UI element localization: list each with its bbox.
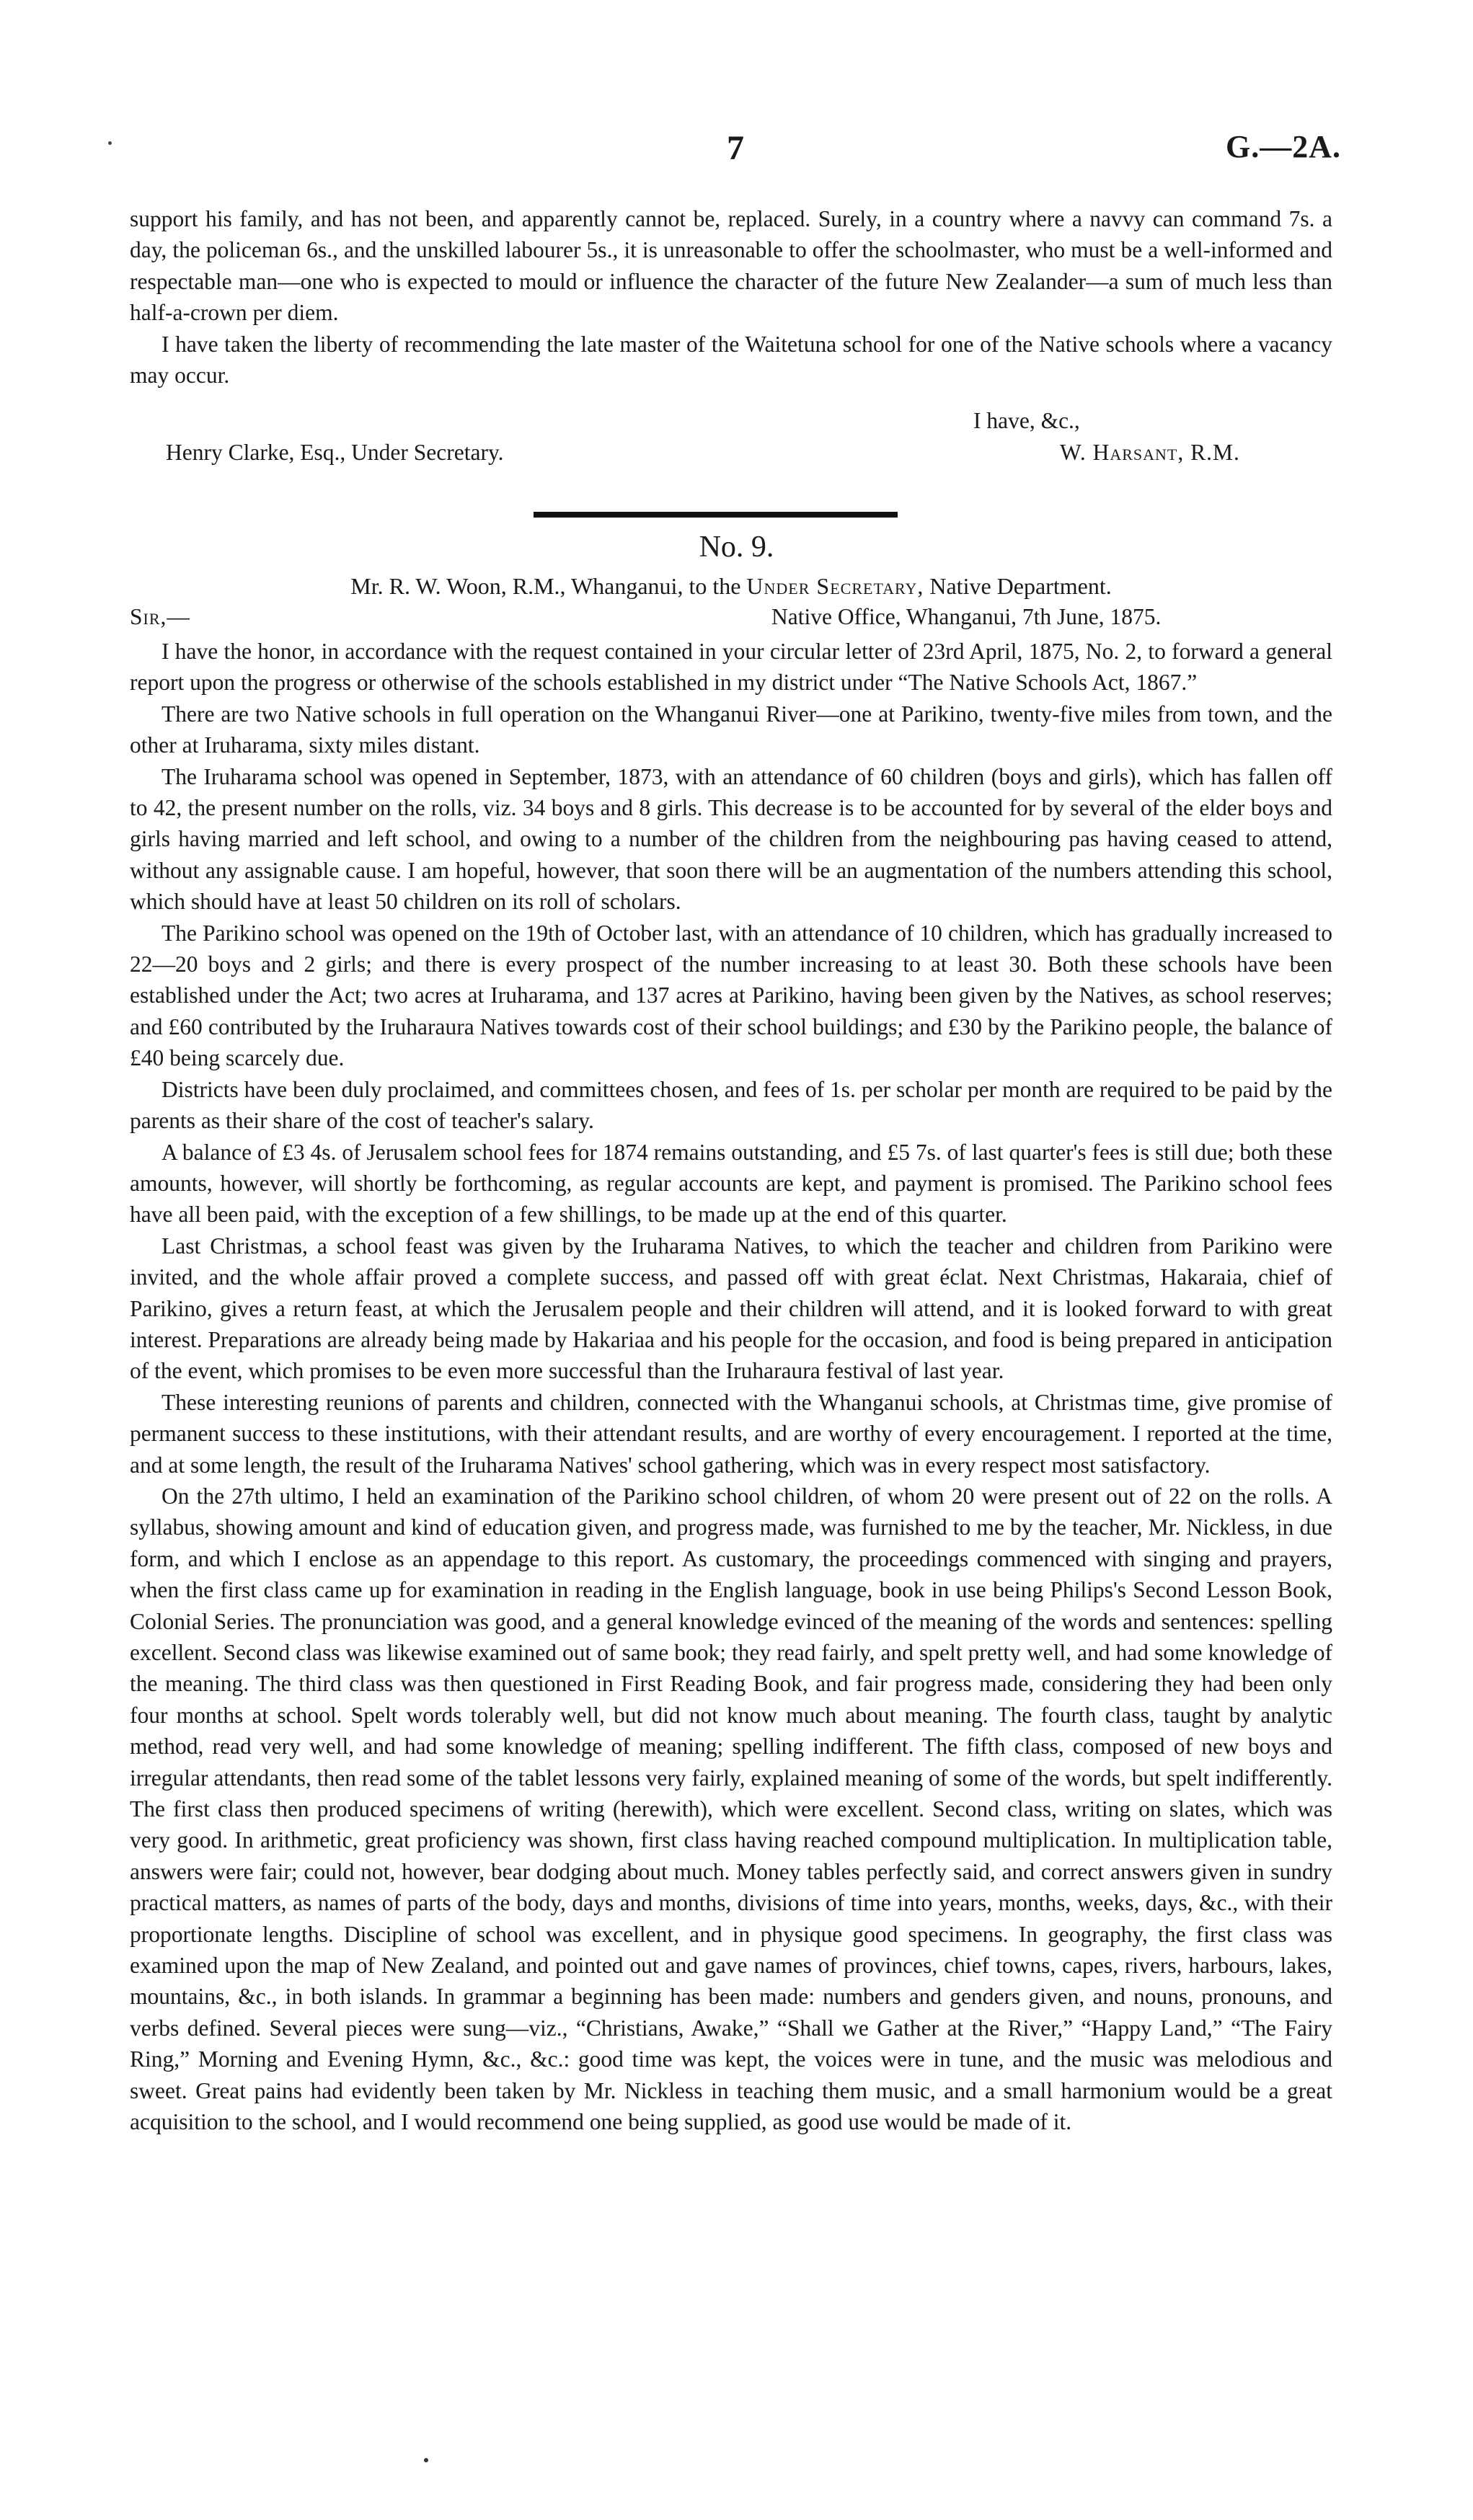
letter-heading — [130, 573, 1332, 600]
closing-line — [130, 408, 1332, 440]
page-number: 7 — [727, 129, 744, 167]
body-paragraph: A balance of £3 4s. of Jerusalem school fees for 1874 remains outstanding, and £5 7s. of last quarter's fees is still due; both these amounts, however, will shortly be forthcoming, as regular accounts are kept, and payment is promised. The Parikino school fees have all been paid, with the exception of a few shillings, to be made up at the end of this quarter. — [130, 1139, 1332, 1228]
salutation-row — [130, 604, 1332, 636]
heading-sender: Mr. R. W. Woon, R.M., Whanganui, to the — [350, 573, 741, 599]
continuation-text — [130, 203, 1332, 391]
heading-recipient: Under Secretary, — [746, 573, 924, 599]
signatory: W. Harsant, R.M. — [1060, 440, 1240, 465]
recommendation-paragraph: I have taken the liberty of recommending the late master of the Waitetuna school for one of the Native schools where a vacancy may occur. — [130, 331, 1332, 389]
dateline: Native Office, Whanganui, 7th June, 1875. — [771, 604, 1162, 629]
addressee: Henry Clarke, Esq., Under Secretary. — [166, 440, 504, 465]
salutation: Sir,— — [130, 604, 190, 629]
body-paragraph: The Parikino school was opened on the 19th of October last, with an attendance of 10 children, which has gradually increased to 22—20 boys and 2 girls; and there is every prospect of the number increasing to at least 30. Both these schools have been established under the Act; two acres at Iruharama, and 137 acres at Parikino, having been given by the Natives, as school reserves; and £60 contributed by the Iruharaura Natives towards cost of their school buildings; and £30 by the Parikino people, the balance of £40 being scarcely due. — [130, 920, 1332, 1071]
heading-department: Native Department. — [929, 573, 1112, 599]
body-paragraph: Districts have been duly proclaimed, and committees chosen, and fees of 1s. per scholar per month are required to be paid by the parents as their share of the cost of teacher's salary. — [130, 1076, 1332, 1134]
print-speck — [424, 2458, 428, 2462]
closing-text: I have, &c., — [973, 408, 1080, 433]
page-header — [130, 128, 1341, 172]
print-speck — [108, 141, 112, 145]
body-paragraph: There are two Native schools in full operation on the Whanganui River—one at Parikino, twenty-five miles from town, and the other at Iruharama, sixty miles distant. — [130, 701, 1332, 758]
body-paragraph: These interesting reunions of parents and children, connected with the Whanganui schools, at Christmas time, give promise of permanent success to these institutions, with their attendant results, and are worthy of every encouragement. I reported at the time, and at some length, the result of the Iruharama Natives' school gathering, which was in every respect most satisfactory. — [130, 1389, 1332, 1478]
signature-line — [130, 440, 1332, 471]
body-paragraph: I have the honor, in accordance with the request contained in your circular letter of 23rd April, 1875, No. 2, to forward a general report upon the progress or otherwise of the schools established in my district under “The Native Schools Act, 1867.” — [130, 639, 1332, 696]
body-paragraph: The Iruharama school was opened in September, 1873, with an attendance of 60 children (boys and girls), which has fallen off to 42, the present number on the rolls, viz. 34 boys and 8 girls. This decrease is to be accounted for by several of the elder boys and girls having married and left school, and owing to a number of the children from the neighbouring pas having ceased to attend, without any assignable cause. I am hopeful, however, that soon there will be an augmentation of the numbers attending this school, which should have at least 50 children on its roll of scholars. — [130, 763, 1332, 915]
section-divider — [534, 512, 898, 518]
letter-body — [130, 636, 1332, 2138]
body-paragraph: Last Christmas, a school feast was given by the Iruharama Natives, to which the teacher and children from Parikino were invited, and the whole affair proved a complete success, and passed off with great éclat. Next Christmas, Hakaraia, chief of Parikino, gives a return feast, at which the Jerusalem people and their children will attend, and it is looked forward to with great interest. Preparations are already being made by Hakariaa and his people for the occasion, and food is being prepared in anticipation of the event, which promises to be even more successful than the Iruharaura festival of last year. — [130, 1233, 1332, 1384]
continuation-paragraph: support his family, and has not been, and apparently cannot be, replaced. Surely, in a country where a navvy can command 7s. a day, the policeman 6s., and the unskilled labourer 5s., it is unreasonable to offer the schoolmaster, who must be a well-informed and respectable man—one who is expected to mould or influence the character of the future New Zealander—a sum of much less than half-a-crown per diem. — [130, 206, 1332, 326]
body-paragraph: On the 27th ultimo, I held an examination of the Parikino school children, of whom 20 were present out of 22 on the rolls. A syllabus, showing amount and kind of education given, and progress made, was furnished to me by the teacher, Mr. Nickless, in due form, and which I enclose as an appendage to this report. As customary, the proceedings commenced with singing and prayers, when the first class came up for examination in reading in the English language, book in use being Philips's Second Lesson Book, Colonial Series. The pronunciation was good, and a general knowledge evinced of the meaning of the words and sentences: spelling excellent. Second class was likewise examined out of same book; they read fairly, and spelt pretty well, and had some knowledge of the meaning. The third class was then questioned in First Reading Book, and fair progress made, considering they had been only four months at school. Spelt words tolerably well, but did not know much about meaning. The fourth class, taught by analytic method, read very well, and had some knowledge of meaning; spelling indifferent. The fifth class, composed of new boys and irregular attendants, then read some of the tablet lessons very fairly, explained meaning of some of the words, but spelt indifferently. The first class then produced specimens of writing (herewith), which were excellent. Second class, writing on slates, which was very good. In arithmetic, great proficiency was shown, first class having reached compound multiplication. In multiplication table, answers were fair; could not, however, bear dodging about much. Money tables perfectly said, and correct answers given in sundry practical matters, as names of parts of the body, days and months, divisions of time into years, months, weeks, days, &c., with their proportionate lengths. Discipline of school was excellent, and in physique good specimens. In geography, the first class was examined upon the map of New Zealand, and pointed out and gave names of provinces, chief towns, capes, rivers, harbours, lakes, mountains, &c., in both islands. In grammar a beginning has been made: numbers and genders given, and nouns, pronouns, and verbs defined. Several pieces were sung—viz., “Christians, Awake,” “Shall we Gather at the River,” “Happy Land,” “The Fairy Ring,” Morning and Evening Hymn, &c., &c.: good time was kept, the voices were in tune, and the music was melodious and sweet. Great pains had evidently been taken by Mr. Nickless in teaching them music, and a small harmonium would be a great acquisition to the school, and I would recommend one being supplied, as good use would be made of it. — [130, 1483, 1332, 2135]
letter-number: No. 9. — [699, 531, 774, 564]
series-code: G.—2A. — [1226, 129, 1341, 164]
